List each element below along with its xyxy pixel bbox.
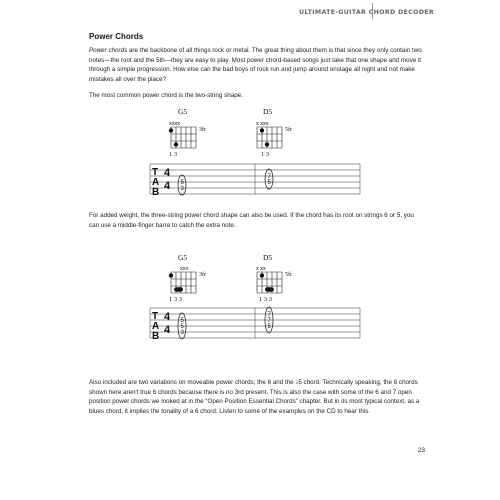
chord-diagram-g5-2 xyxy=(169,253,206,303)
tab-note: 7 xyxy=(267,174,271,180)
intro-emphasis: Power chords xyxy=(89,47,128,54)
two-string-paragraph: The most common power chord is the two-string shape. xyxy=(89,92,243,99)
tab-note: 3 xyxy=(180,186,184,192)
chord-name: D5 xyxy=(263,107,273,116)
page-number: 23 xyxy=(417,447,425,454)
time-sig-bottom: 4 xyxy=(164,180,171,192)
tab-letter-a: A xyxy=(152,177,160,188)
chord-name: D5 xyxy=(263,253,273,262)
barre-marker xyxy=(174,287,183,291)
finger-dot xyxy=(169,273,173,277)
variations-paragraph: Also included are two variations on moveable power chords; the 6 and the ♭5 chord. Technically speaking, the 6 chords shown here aren't true 6 chords because there is no 3rd present. This is also the case with some of the 6 and 7 open position power chords we looked at in the “Open Position Essential Chords” chapter. But in its most typical context, as a blues chord, it implies the tonality of a 6 chord. Listen to some of the examples on the CD to hear this. xyxy=(89,379,420,415)
fingering: 1 3 xyxy=(261,151,270,158)
tab-note: 3 xyxy=(180,330,184,336)
tab-note: 5 xyxy=(267,180,271,186)
tab-note: 7 xyxy=(267,312,271,318)
tab-note: 5 xyxy=(180,324,184,330)
tab-note: 5 xyxy=(180,318,184,324)
tab-letter-b: B xyxy=(152,187,160,198)
running-header-title: ULTIMATE-GUITAR CHORD DECODER xyxy=(298,9,434,16)
finger-dot xyxy=(260,273,264,277)
mute-markers: x xx xyxy=(256,266,266,272)
tab-letter-t: T xyxy=(152,311,159,322)
tab-note: 7 xyxy=(267,318,271,324)
chord-diagram-d5-2 xyxy=(256,253,292,303)
time-sig-top: 4 xyxy=(164,311,171,323)
fret-label: 3fr xyxy=(199,272,206,278)
chord-name: G5 xyxy=(178,107,188,116)
mute-markers: xxx xyxy=(180,266,189,272)
tab-note: 5 xyxy=(180,180,184,186)
tab-staff-2 xyxy=(150,307,360,342)
tab-letter-t: T xyxy=(152,167,159,178)
barre-marker xyxy=(265,287,274,291)
time-sig-top: 4 xyxy=(164,167,171,179)
mute-markers: xxxx xyxy=(169,121,180,127)
section-title: Power Chords xyxy=(89,32,144,41)
fingering: 1 3 3 xyxy=(259,296,272,303)
tab-note: 5 xyxy=(267,324,271,330)
fingering: 1 3 xyxy=(169,151,178,158)
mute-markers: x xxx xyxy=(256,121,269,127)
fingering: 1 3 3 xyxy=(169,296,182,303)
fret-label: 3fr xyxy=(199,127,206,133)
fret-label: 5fr xyxy=(285,127,292,133)
intro-body: are the backbone of all things rock or metal. The great thing about them is that since they only contain two notes—the root and the 5th—they are easy to play. Most power chord-based songs just take that one shape and move it through a simple progression. How else can the bad boys of rock run and jump around onstage all night and not make mistakes all over the place? xyxy=(89,47,422,83)
tab-letter-a: A xyxy=(152,321,160,332)
tab-letter-b: B xyxy=(152,331,160,342)
chord-name: G5 xyxy=(178,253,188,262)
three-string-paragraph: For added weight, the three-string power chord shape can also be used. If the chord has its root on strings 6 or 5, you can use a middle-finger barre to catch the extra note. xyxy=(89,212,414,229)
time-sig-bottom: 4 xyxy=(164,324,171,336)
fret-label: 5fr xyxy=(285,272,292,278)
